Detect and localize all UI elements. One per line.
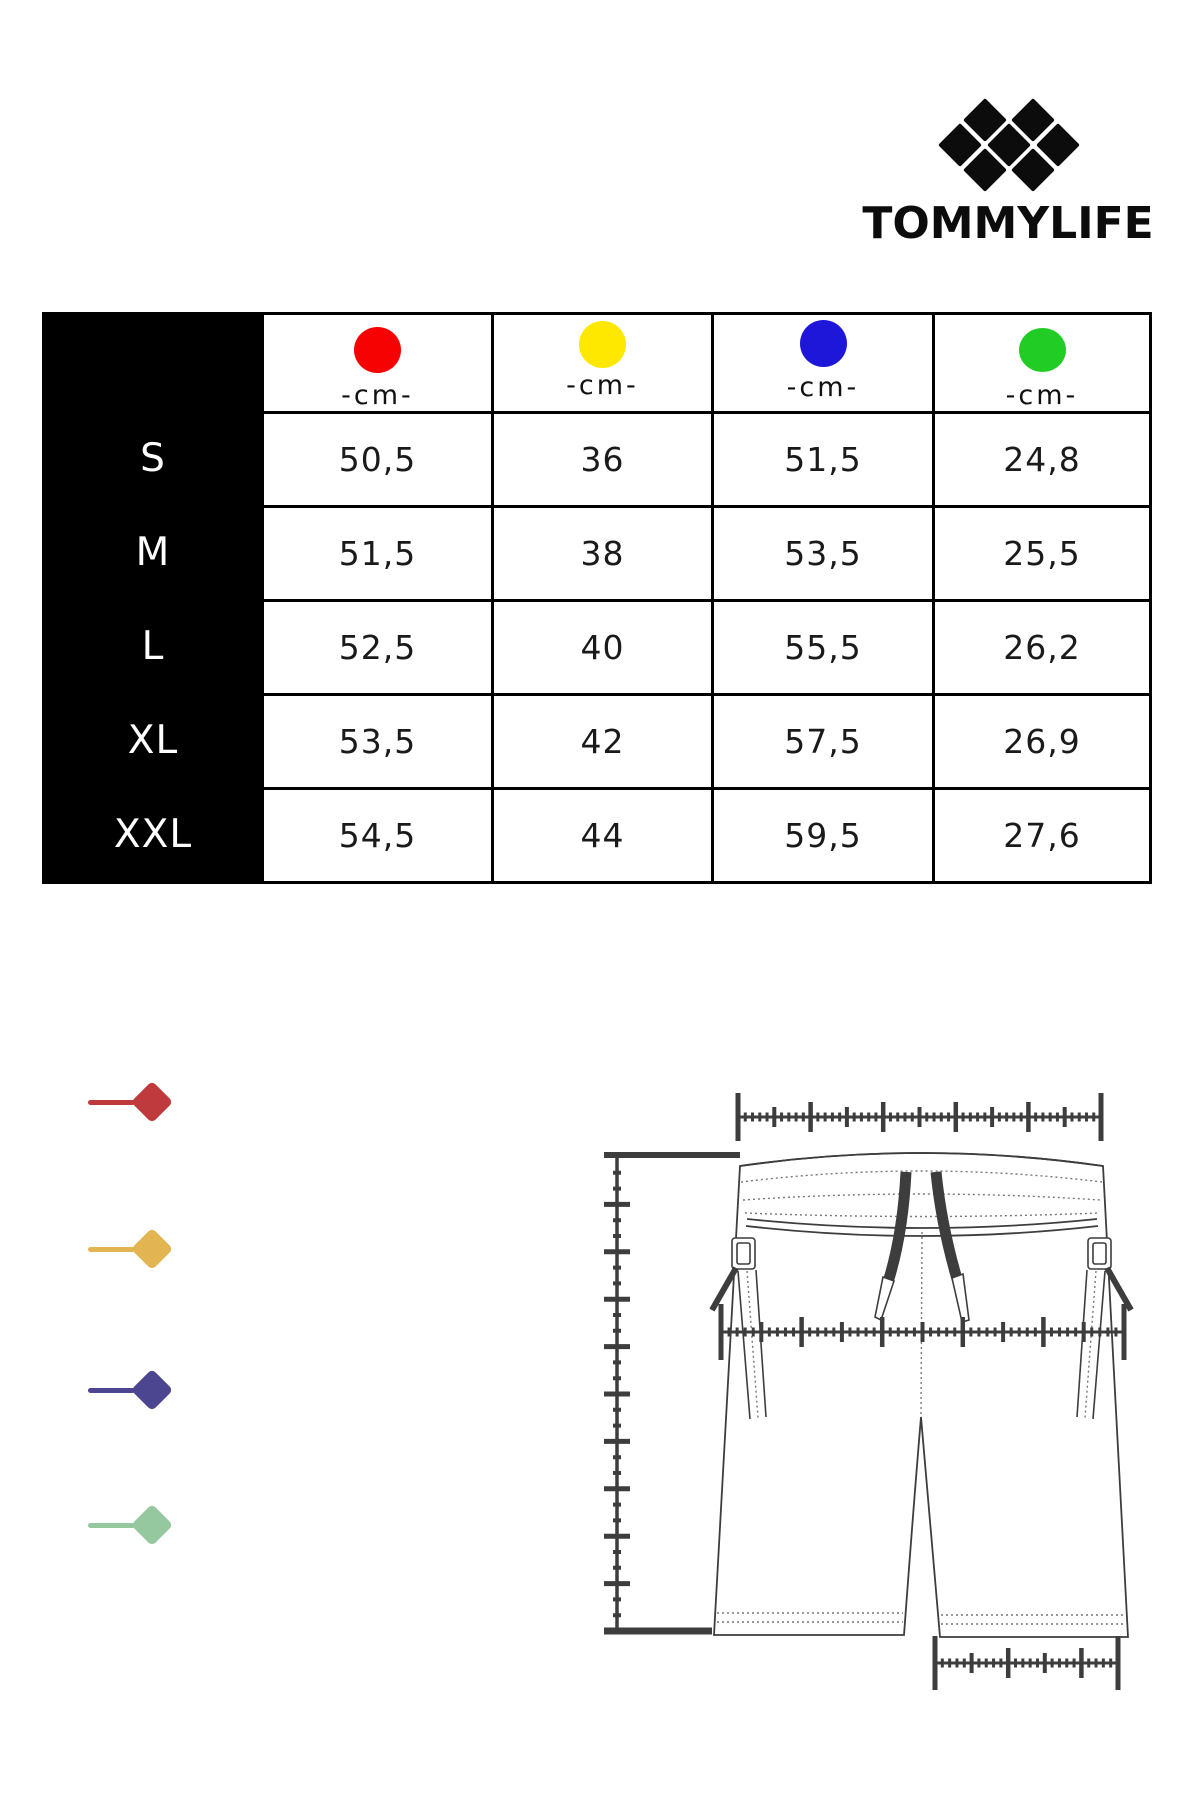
navy-diamond-icon — [131, 1369, 173, 1411]
gold-marker-line — [88, 1247, 135, 1252]
unit-label: -cm- — [786, 372, 860, 403]
gold-diamond-icon — [131, 1228, 173, 1270]
blue-dot-icon — [800, 320, 847, 367]
green-dot-icon — [1019, 328, 1066, 372]
table-cell: 50,5 — [261, 411, 491, 505]
size-label: XXL — [45, 787, 261, 881]
green-marker-line — [88, 1523, 135, 1528]
table-cell: 51,5 — [261, 505, 491, 599]
table-cell: 52,5 — [261, 599, 491, 693]
table-cell: 24,8 — [932, 411, 1149, 505]
red-marker-line — [88, 1100, 135, 1105]
table-cell: 51,5 — [711, 411, 932, 505]
yellow-dot-icon — [579, 321, 626, 368]
size-chart-table — [42, 312, 1152, 884]
table-cell: 25,5 — [932, 505, 1149, 599]
unit-label: -cm- — [341, 380, 414, 411]
red-dot-icon — [354, 327, 401, 373]
table-cell: 53,5 — [711, 505, 932, 599]
table-cell: 38 — [491, 505, 711, 599]
navy-marker-line — [88, 1388, 135, 1393]
size-label: L — [45, 599, 261, 693]
table-cell: 26,2 — [932, 599, 1149, 693]
size-chart-corner-cell — [45, 315, 261, 411]
brand-logo-text: TOMMYLIFE — [862, 198, 1154, 249]
column-header-green — [932, 315, 1149, 411]
table-cell: 44 — [491, 787, 711, 881]
shorts-measurement-diagram — [560, 1080, 1170, 1720]
table-cell: 36 — [491, 411, 711, 505]
column-header-yellow — [491, 315, 711, 411]
unit-label: -cm- — [1005, 380, 1079, 411]
waist-ruler — [738, 1093, 1101, 1141]
size-label: S — [45, 411, 261, 505]
table-cell: 55,5 — [711, 599, 932, 693]
table-cell: 42 — [491, 693, 711, 787]
table-cell: 57,5 — [711, 693, 932, 787]
table-cell: 59,5 — [711, 787, 932, 881]
hem-ruler — [935, 1636, 1118, 1690]
column-header-blue — [711, 315, 932, 411]
table-cell: 26,9 — [932, 693, 1149, 787]
table-cell: 53,5 — [261, 693, 491, 787]
size-label: XL — [45, 693, 261, 787]
unit-label: -cm- — [566, 370, 639, 401]
shorts-outline — [714, 1153, 1128, 1637]
brand-diamonds-icon — [935, 83, 1085, 195]
table-cell: 40 — [491, 599, 711, 693]
table-cell: 27,6 — [932, 787, 1149, 881]
table-cell: 54,5 — [261, 787, 491, 881]
size-label: M — [45, 505, 261, 599]
red-diamond-icon — [131, 1081, 173, 1123]
green-diamond-icon — [131, 1504, 173, 1546]
column-header-red — [261, 315, 491, 411]
